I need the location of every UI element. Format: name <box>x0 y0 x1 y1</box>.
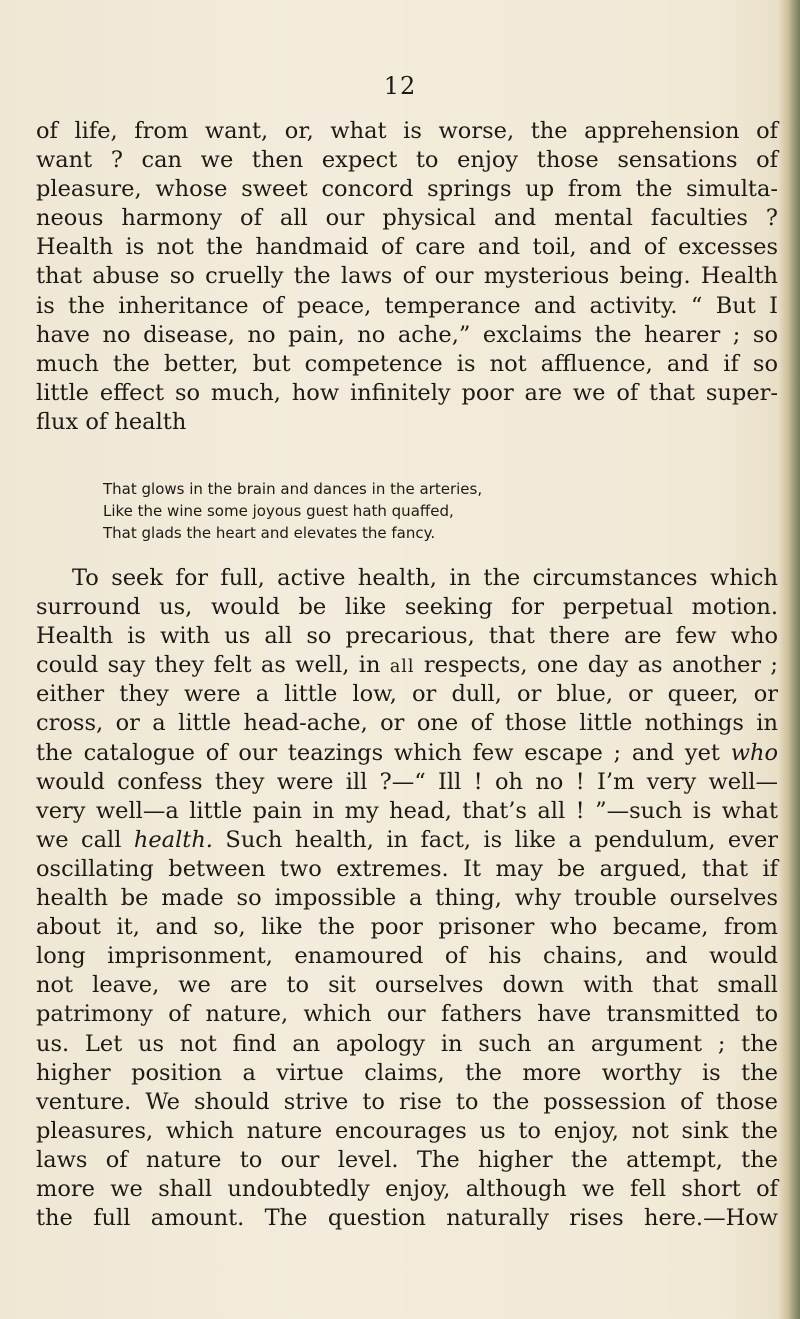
text-line: Health is not the handmaid of care and toil, and of excesses <box>36 234 778 261</box>
text-line: very well—a little pain in my head, that’s all ! ”—such is what <box>36 797 778 824</box>
paragraph-1 <box>36 117 778 437</box>
verse-line: Like the wine some joyous guest hath quaffed, <box>103 502 454 520</box>
text-line: much the better, but competence is not affluence, and if so <box>36 350 778 377</box>
text-line <box>36 739 778 768</box>
text-line: health be made so impossible a thing, why trouble ourselves <box>36 885 778 912</box>
text-line: pleasures, which nature encourages us to enjoy, not sink the <box>36 1117 778 1144</box>
text-line: want ? can we then expect to enjoy those sensations of <box>36 147 778 174</box>
text-line <box>36 651 778 680</box>
text-line: patrimony of nature, which our fathers have transmitted to <box>36 1001 778 1028</box>
text-line: little effect so much, how infinitely poor are we of that super- <box>36 379 778 406</box>
italic-word: who <box>730 739 778 766</box>
text-line: that abuse so cruelly the laws of our mysterious being. Health <box>36 263 778 290</box>
text-line: of life, from want, or, what is worse, the apprehension of <box>36 118 778 144</box>
text-line: not leave, we are to sit ourselves down with that small <box>36 972 778 999</box>
text-line <box>36 826 778 855</box>
text-line: the full amount. The question naturally rises here.—How <box>36 1205 778 1232</box>
text-line: neous harmony of all our physical and mental faculties ? <box>36 205 778 232</box>
text-line: pleasure, whose sweet concord springs up from the simulta- <box>36 176 778 203</box>
verse-line: That glads the heart and elevates the fancy. <box>103 524 436 542</box>
line-text: the catalogue of our teazings which few escape ; and yet <box>36 739 720 766</box>
text-line: more we shall undoubtedly enjoy, although we fell short of <box>36 1175 778 1202</box>
text-line: is the inheritance of peace, temperance and activity. “ But I <box>36 292 778 319</box>
page-number: 12 <box>383 72 417 100</box>
paragraph-2 <box>36 564 778 1233</box>
text-line: have no disease, no pain, no ache,” exclaims the hearer ; so <box>36 321 778 348</box>
text-line: cross, or a little head-ache, or one of those little nothings in <box>36 710 778 737</box>
text-line: flux of health <box>36 408 187 435</box>
line-text: we call <box>36 826 122 853</box>
text-line: venture. We should strive to rise to the possession of those <box>36 1088 778 1115</box>
page-edge-shadow <box>778 0 800 1319</box>
line-text: respects, one day as another ; <box>423 652 779 679</box>
text-line: oscillating between two extremes. It may be argued, that if <box>36 855 778 882</box>
text-line: long imprisonment, enamoured of his chains, and would <box>36 943 778 970</box>
verse-line: That glows in the brain and dances in the arteries, <box>103 480 483 498</box>
verse-quote <box>103 478 663 544</box>
line-text: could say they felt as well, in <box>36 652 381 679</box>
line-text: Such health, in fact, is like a pendulum, ever <box>225 826 779 853</box>
smallcaps-word: all <box>389 657 415 678</box>
text-line: about it, and so, like the poor prisoner who became, from <box>36 914 778 941</box>
text-line: surround us, would be like seeking for perpetual motion. <box>36 594 778 621</box>
text-line: laws of nature to our level. The higher the attempt, the <box>36 1146 778 1173</box>
italic-word: health. <box>133 826 213 853</box>
text-line: Health is with us all so precarious, that there are few who <box>36 623 778 650</box>
text-line: higher position a virtue claims, the more worthy is the <box>36 1059 778 1086</box>
text-line: either they were a little low, or dull, or blue, or queer, or <box>36 681 778 708</box>
text-line: us. Let us not find an apology in such an argument ; the <box>36 1030 778 1057</box>
text-line: would confess they were ill ?—“ Ill ! oh no ! I’m very well— <box>36 768 778 795</box>
text-line: To seek for full, active health, in the circumstances which <box>72 565 778 591</box>
